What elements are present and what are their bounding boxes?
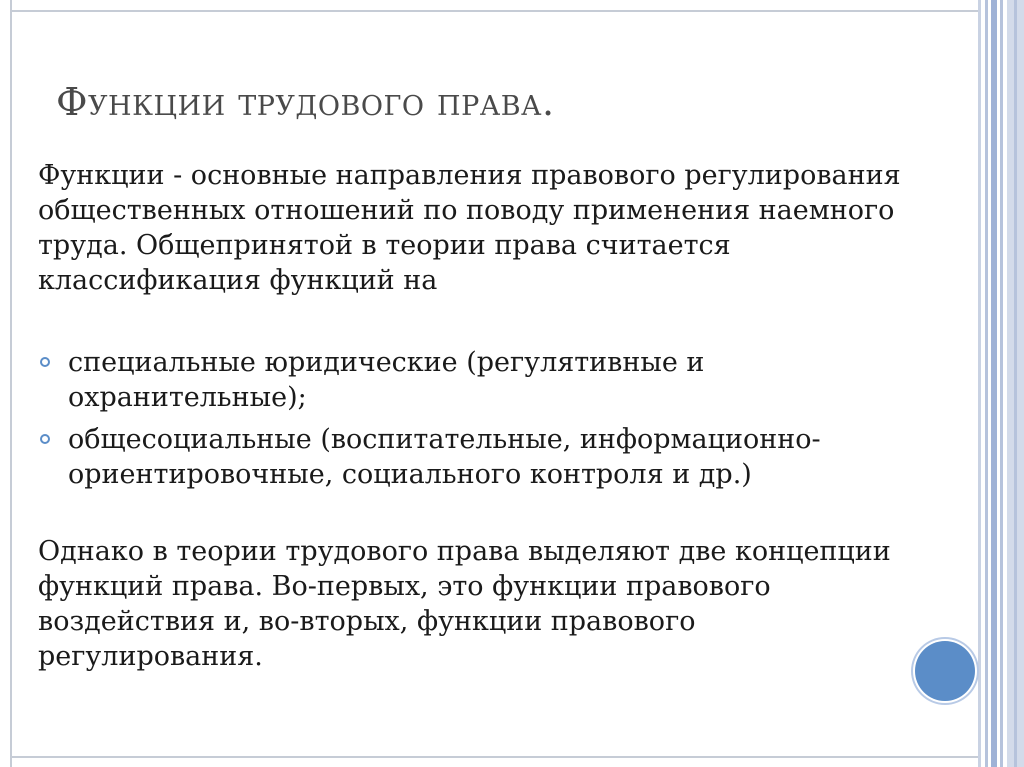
ring-bullet-icon xyxy=(40,434,50,444)
frame-bottom-line xyxy=(10,756,980,758)
stripe xyxy=(991,0,997,767)
stripe xyxy=(1014,0,1017,767)
stripe xyxy=(978,0,981,767)
conclusion-paragraph: Однако в теории трудового права выделяют две концепции функций права. Во-первых, это функции правового воздействия и, во-вторых, функции правового регулирования. xyxy=(38,536,891,672)
bullet-list xyxy=(38,345,918,499)
stripe xyxy=(1000,0,1003,767)
intro-paragraph: Функции - основные направления правового регулирования общественных отношений по поводу применения наемного труда. Общепринятой в теории права считается классификация функций на xyxy=(38,160,901,296)
circle-decoration-icon xyxy=(915,641,975,701)
decorative-stripes xyxy=(978,0,1024,767)
slide-title: Функции трудового права. xyxy=(56,80,555,124)
bullet-text: специальные юридические (регулятивные и охранительные); xyxy=(68,347,705,413)
bullet-text: общесоциальные (воспитательные, информационно-ориентировочные, социального контроля и др.) xyxy=(68,424,821,490)
ring-bullet-icon xyxy=(40,357,50,367)
frame-top-line xyxy=(10,10,980,12)
bullet-item xyxy=(38,422,918,492)
stripe xyxy=(985,0,988,767)
frame-left-line xyxy=(10,0,12,767)
bullet-item xyxy=(38,345,918,415)
